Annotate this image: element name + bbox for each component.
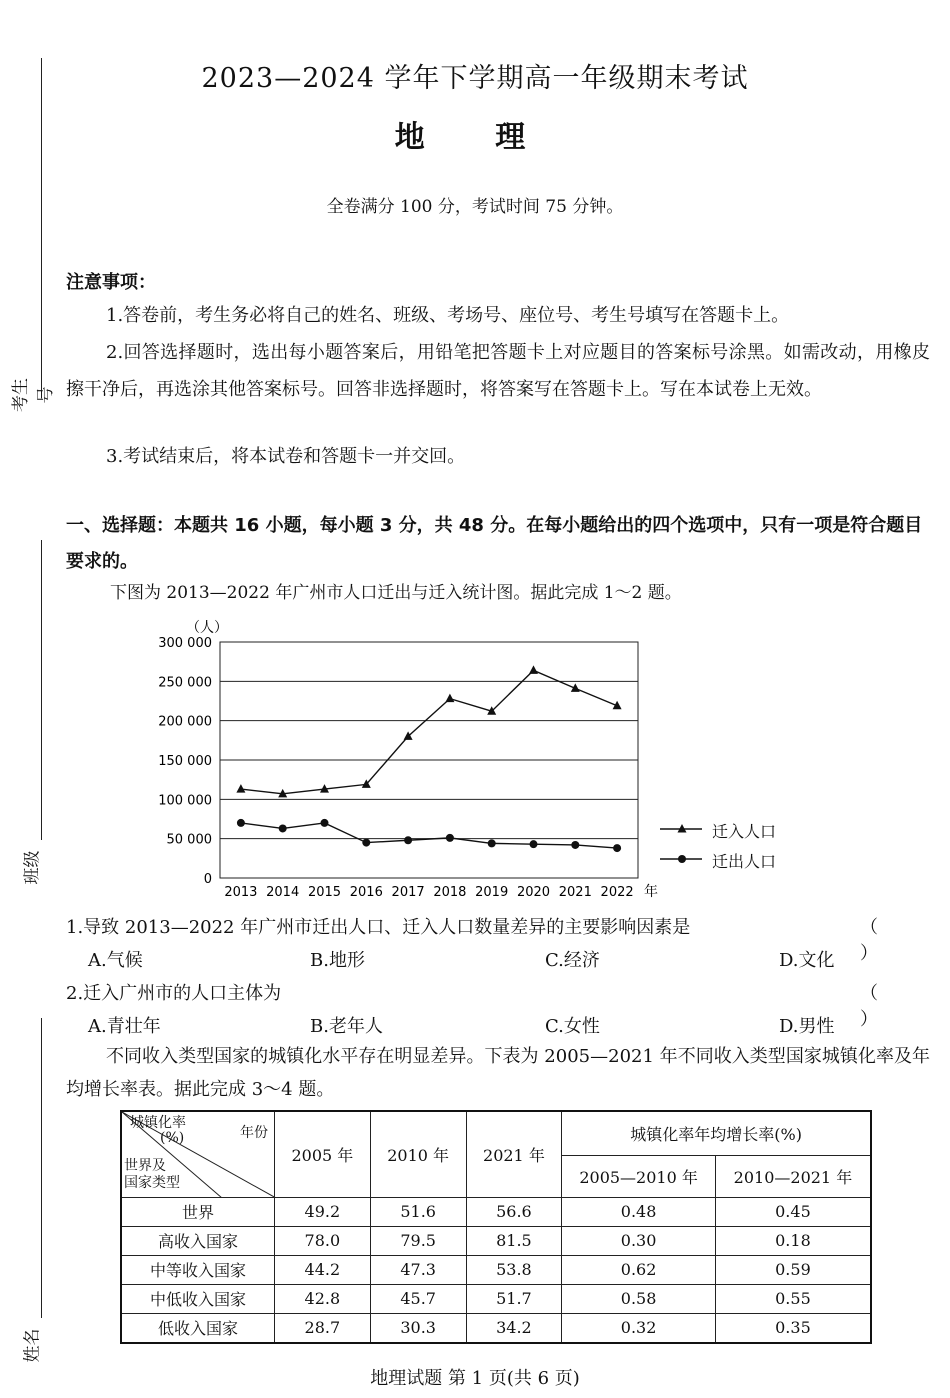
q2-option-a: A.青壮年 — [88, 1016, 161, 1037]
outflow-point — [446, 834, 454, 842]
x-tick-label: 2014 — [266, 885, 300, 900]
table-cell: 81.5 — [466, 1226, 562, 1255]
exam-title: 2023—2024 学年下学期高一年级期末考试 — [201, 63, 749, 94]
table-cell: 45.7 — [370, 1284, 466, 1313]
outflow-point — [237, 819, 245, 827]
table-cell: 28.7 — [274, 1313, 370, 1343]
class-label: 班级 — [22, 850, 43, 885]
table-row — [121, 1255, 871, 1284]
section-heading: 一、选择题：本题共 16 小题，每小题 3 分，共 48 分。在每小题给出的四个选项中，只有一项是符合题目要求的。 — [66, 515, 923, 572]
question-2-answer-blank: （ ） — [860, 983, 900, 1030]
table-cell: 53.8 — [466, 1255, 562, 1284]
header-growth: 城镇化率年均增长率(%) — [562, 1111, 871, 1155]
table-cell: 0.18 — [715, 1226, 871, 1255]
x-tick-label: 2015 — [307, 885, 342, 900]
table-cell: 0.48 — [562, 1197, 716, 1226]
page-footer: 地理试题 第 1 页(共 6 页) — [370, 1368, 580, 1389]
table-cell: 79.5 — [370, 1226, 466, 1255]
table-cell: 0.32 — [562, 1313, 716, 1343]
q1-option-c: C.经济 — [545, 950, 600, 971]
table-cell: 0.35 — [715, 1313, 871, 1343]
x-tick-label: 2020 — [516, 885, 551, 900]
q1-option-d: D.文化 — [779, 950, 835, 971]
y-axis-label: （人） — [186, 620, 228, 636]
name-label: 姓名 — [22, 1328, 43, 1363]
x-tick-label: 2022 — [600, 885, 634, 900]
table-row-label: 高收入国家 — [121, 1226, 274, 1255]
x-tick-label: 2016 — [349, 885, 383, 900]
exam-info: 全卷满分 100 分，考试时间 75 分钟。 — [326, 197, 624, 217]
question-1-stem: 1.导致 2013—2022 年广州市迁出人口、迁入人口数量差异的主要影响因素是 — [66, 917, 691, 938]
table-row-label: 中低收入国家 — [121, 1284, 274, 1313]
q2-option-c: C.女性 — [545, 1016, 600, 1037]
x-tick-label: 2017 — [391, 885, 425, 900]
table-cell: 78.0 — [274, 1226, 370, 1255]
series-line-inflow — [241, 670, 617, 794]
table-lead-text: 不同收入类型国家的城镇化水平存在明显差异。下表为 2005—2021 年不同收入类型国家城镇化率及年均增长率表。据此完成 3～4 题。 — [66, 1046, 930, 1100]
table-cell: 51.7 — [466, 1284, 562, 1313]
x-tick-label: 2021 — [558, 885, 592, 900]
q1-option-b: B.地形 — [310, 950, 365, 971]
subject-title: 地 理 — [394, 120, 556, 155]
table-cell: 49.2 — [274, 1197, 370, 1226]
q2-option-d: D.男性 — [779, 1016, 835, 1037]
urbanization-table — [120, 1110, 872, 1344]
table-cell: 42.8 — [274, 1284, 370, 1313]
outflow-point — [571, 841, 579, 849]
x-axis-label: 年 — [644, 884, 658, 900]
notice-item-2: 2.回答选择题时，选出每小题答案后，用铅笔把答题卡上对应题目的答案标号涂黑。如需改动，用橡皮擦干净后，再选涂其他答案标号。回答非选择题时，将答案写在答题卡上。写在本试卷上无效。 — [66, 342, 930, 400]
outflow-point — [530, 840, 538, 848]
notice-item-3: 3.考试结束后，将本试卷和答题卡一并交回。 — [106, 446, 466, 467]
corner-year-label: 年份 — [239, 1125, 268, 1141]
migration-line-chart — [150, 606, 710, 906]
table-cell: 0.30 — [562, 1226, 716, 1255]
x-tick-label: 2013 — [224, 885, 258, 900]
binding-line-class — [41, 540, 42, 840]
table-row — [121, 1226, 871, 1255]
table-corner-cell — [121, 1111, 274, 1197]
notice-item-1: 1.答卷前，考生务必将自己的姓名、班级、考场号、座位号、考生号填写在答题卡上。 — [106, 305, 790, 326]
x-tick-label: 2019 — [475, 885, 509, 900]
series-line-outflow — [241, 823, 617, 848]
y-tick-label: 200 000 — [158, 714, 212, 730]
notice-heading: 注意事项： — [66, 272, 156, 293]
table-row-label: 世界 — [121, 1197, 274, 1226]
binding-line-name — [41, 1018, 42, 1318]
legend-circle-marker — [678, 855, 686, 863]
inflow-point — [236, 784, 245, 793]
legend-label: 迁入人口 — [712, 822, 777, 841]
question-1-answer-blank: （ ） — [860, 917, 900, 964]
inflow-point — [445, 694, 454, 703]
header-2010: 2010 年 — [370, 1111, 466, 1197]
outflow-point — [613, 844, 621, 852]
binding-line-exam-no — [41, 58, 42, 398]
y-tick-label: 100 000 — [158, 793, 212, 809]
y-tick-label: 250 000 — [158, 675, 212, 691]
header-growth-2005-2010: 2005—2010 年 — [562, 1155, 716, 1197]
table-row — [121, 1197, 871, 1226]
chart-lead-text: 下图为 2013—2022 年广州市人口迁出与迁入统计图。据此完成 1～2 题。 — [110, 583, 682, 603]
y-tick-label: 300 000 — [158, 636, 212, 651]
x-tick-label: 2018 — [433, 885, 467, 900]
table-cell: 56.6 — [466, 1197, 562, 1226]
table-cell: 0.62 — [562, 1255, 716, 1284]
table-row-label: 低收入国家 — [121, 1313, 274, 1343]
legend-triangle-marker — [678, 824, 687, 833]
corner-type-label: 世界及 国家类型 — [124, 1158, 180, 1191]
table-cell: 0.58 — [562, 1284, 716, 1313]
question-2-stem: 2.迁入广州市的人口主体为 — [66, 983, 282, 1004]
table-cell: 47.3 — [370, 1255, 466, 1284]
header-2021: 2021 年 — [466, 1111, 562, 1197]
exam-no-label: 考生号 — [11, 378, 56, 412]
table-cell: 30.3 — [370, 1313, 466, 1343]
table-row — [121, 1313, 871, 1343]
table-cell: 51.6 — [370, 1197, 466, 1226]
legend-label: 迁出人口 — [712, 852, 777, 871]
table-row-label: 中等收入国家 — [121, 1255, 274, 1284]
table-row — [121, 1284, 871, 1313]
inflow-point — [529, 665, 538, 674]
header-2005: 2005 年 — [274, 1111, 370, 1197]
table-cell: 0.59 — [715, 1255, 871, 1284]
outflow-point — [362, 839, 370, 847]
y-tick-label: 50 000 — [166, 832, 212, 848]
outflow-point — [404, 836, 412, 844]
outflow-point — [279, 824, 287, 832]
table-cell: 0.45 — [715, 1197, 871, 1226]
y-tick-label: 150 000 — [158, 754, 212, 769]
corner-rate-label: 城镇化率 (%) — [130, 1115, 186, 1146]
header-growth-2010-2021: 2010—2021 年 — [715, 1155, 871, 1197]
q2-option-b: B.老年人 — [310, 1016, 383, 1037]
outflow-point — [488, 839, 496, 847]
q1-option-a: A.气候 — [88, 950, 143, 971]
table-cell: 44.2 — [274, 1255, 370, 1284]
outflow-point — [321, 819, 329, 827]
table-cell: 0.55 — [715, 1284, 871, 1313]
y-tick-label: 0 — [203, 872, 212, 887]
table-cell: 34.2 — [466, 1313, 562, 1343]
